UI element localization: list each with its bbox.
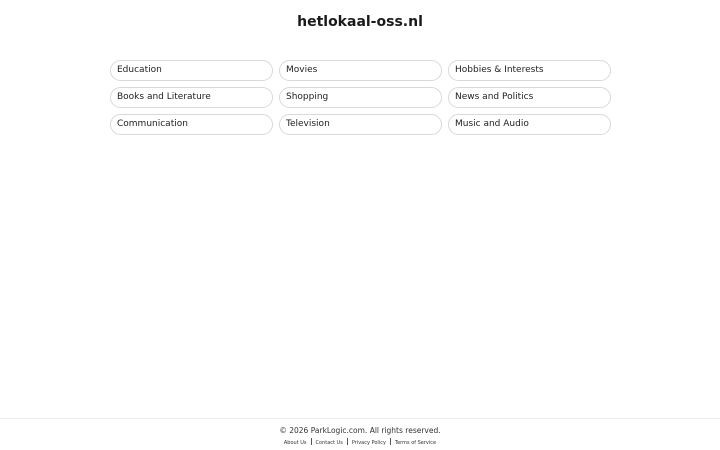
footer-links	[0, 438, 720, 447]
category-link-education[interactable]: Education	[110, 60, 273, 81]
site-title: hetlokaal-oss.nl	[297, 14, 423, 30]
copyright-text: © 2026 ParkLogic.com. All rights reserved.	[279, 426, 441, 435]
category-grid	[110, 60, 611, 135]
category-link-television[interactable]: Television	[279, 114, 442, 135]
category-link-music-audio[interactable]: Music and Audio	[448, 114, 611, 135]
category-link-books-literature[interactable]: Books and Literature	[110, 87, 273, 108]
category-link-communication[interactable]: Communication	[110, 114, 273, 135]
footer-link-about-us[interactable]: About Us	[283, 440, 307, 446]
category-link-news-politics[interactable]: News and Politics	[448, 87, 611, 108]
category-link-hobbies-interests[interactable]: Hobbies & Interests	[448, 60, 611, 81]
footer-link-contact-us[interactable]: Contact Us	[315, 440, 343, 446]
footer-link-terms-of-service[interactable]: Terms of Service	[394, 440, 437, 446]
footer-link-privacy-policy[interactable]: Privacy Policy	[351, 440, 386, 446]
category-link-movies[interactable]: Movies	[279, 60, 442, 81]
category-link-shopping[interactable]: Shopping	[279, 87, 442, 108]
footer	[0, 418, 720, 450]
